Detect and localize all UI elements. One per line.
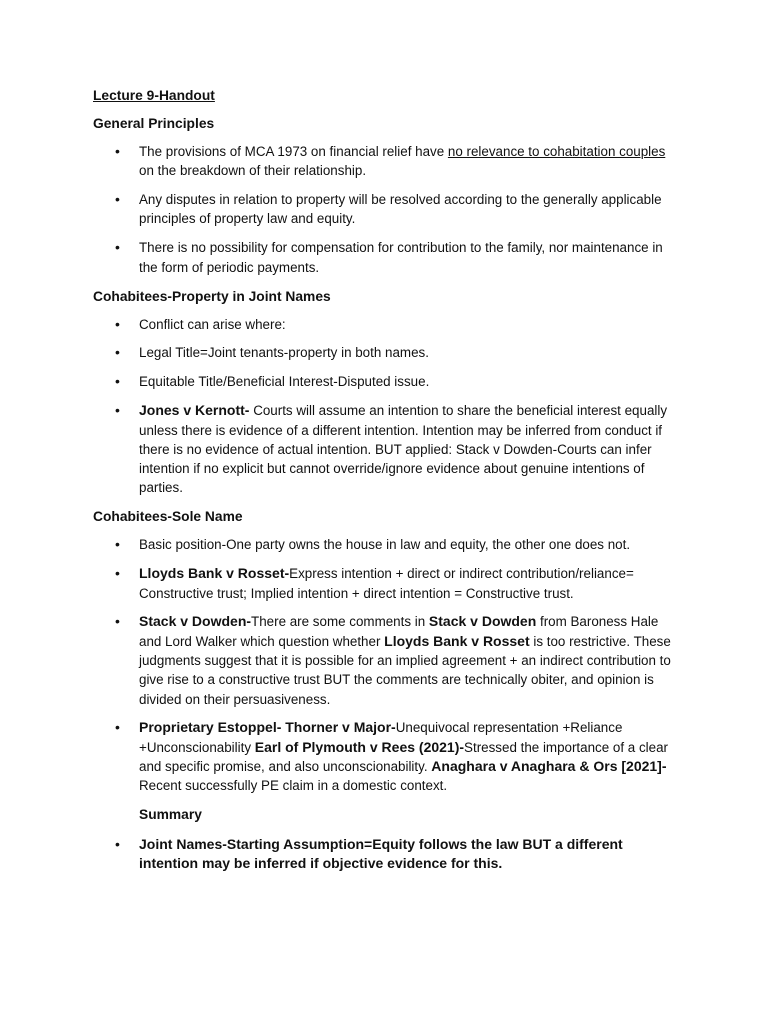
bullet-text: Conflict can arise where: — [139, 316, 286, 332]
case-name: Anaghara v Anaghara & Ors [2021]- — [431, 758, 667, 775]
bullet-text: Recent successfully PE claim in a domestic context. — [139, 778, 448, 794]
case-name: Stack v Dowden — [428, 613, 537, 630]
heading-joint-names: Cohabitees-Property in Joint Names — [93, 288, 331, 304]
bullet-text: There is no possibility for compensation for contribution to the family, nor maintenance in the form of periodic payments. — [139, 240, 663, 275]
list-item — [93, 612, 683, 708]
list-item — [93, 564, 683, 603]
heading-summary: Summary — [139, 807, 202, 823]
case-name: Lloyds Bank v Rosset- — [139, 565, 290, 582]
summary-text: Joint Names-Starting Assumption=Equity follows the law BUT a different intention may be inferred if objective evidence for this. — [139, 835, 623, 872]
bullet-text: from Baroness Hale and Lord Walker which question whether — [139, 614, 659, 649]
list-item — [93, 718, 683, 795]
bullet-text: There are some comments in — [251, 614, 429, 630]
bullet-text: Basic position-One party owns the house in law and equity, the other one does not. — [139, 537, 631, 553]
list-item — [93, 315, 683, 334]
page-title: Lecture 9-Handout — [93, 88, 215, 103]
list-item — [93, 238, 683, 277]
bullet-text: is too restrictive. These judgments suggest that it is possible for an implied agreement + an indirect contribution to give rise to a constructive trust BUT the comments are technically obiter, and opinion is divided on their persuasiveness. — [139, 633, 671, 707]
case-name: Stack v Dowden- — [139, 613, 252, 630]
list-item — [93, 372, 683, 391]
heading-sole-name: Cohabitees-Sole Name — [93, 509, 243, 525]
bullet-text: Legal Title=Joint tenants-property in both names. — [139, 345, 429, 361]
bullet-text: The provisions of MCA 1973 on financial relief have — [139, 144, 448, 159]
case-name: Earl of Plymouth v Rees (2021)- — [254, 738, 465, 755]
bullet-text: Any disputes in relation to property will be resolved according to the generally applicable principles of property law and equity. — [139, 192, 662, 227]
bullet-text: on the breakdown of their relationship. — [139, 163, 367, 179]
list-item — [93, 401, 683, 497]
document-body — [93, 86, 683, 883]
list-item — [93, 535, 683, 554]
list-item — [93, 190, 683, 229]
bullet-text: Courts will assume an intention to share the beneficial interest equally unless there is evidence of a different intention. Intention may be inferred from conduct if there is no evidence of actual intention. BUT applied: Stack v Dowden-Courts can infer intention if no explicit but cannot override/ignore evidence about genuine intentions of parties. — [139, 403, 668, 496]
list-item — [93, 343, 683, 362]
case-name: Lloyds Bank v Rosset — [384, 632, 530, 649]
underlined-text: no relevance to cohabitation couples — [447, 144, 666, 159]
case-name: Proprietary Estoppel- Thorner v Major- — [139, 719, 396, 736]
heading-general-principles: General Principles — [93, 116, 215, 131]
list-sole-name — [93, 535, 683, 795]
list-item — [93, 835, 683, 874]
list-general-principles — [93, 142, 683, 277]
list-item — [93, 142, 683, 181]
bullet-text: Express intention + direct or indirect contribution/reliance= Constructive trust; Implied intention + direct intention = Constructive trust. — [139, 566, 634, 601]
bullet-text: Unequivocal representation +Reliance +Unconscionability — [139, 720, 623, 755]
list-joint-names — [93, 315, 683, 498]
bullet-text: Stressed the importance of a clear and specific promise, and also unconscionability. — [139, 739, 668, 775]
case-name: Jones v Kernott- — [139, 402, 250, 419]
list-summary — [93, 835, 683, 874]
bullet-text: Equitable Title/Beneficial Interest-Disputed issue. — [139, 374, 430, 390]
